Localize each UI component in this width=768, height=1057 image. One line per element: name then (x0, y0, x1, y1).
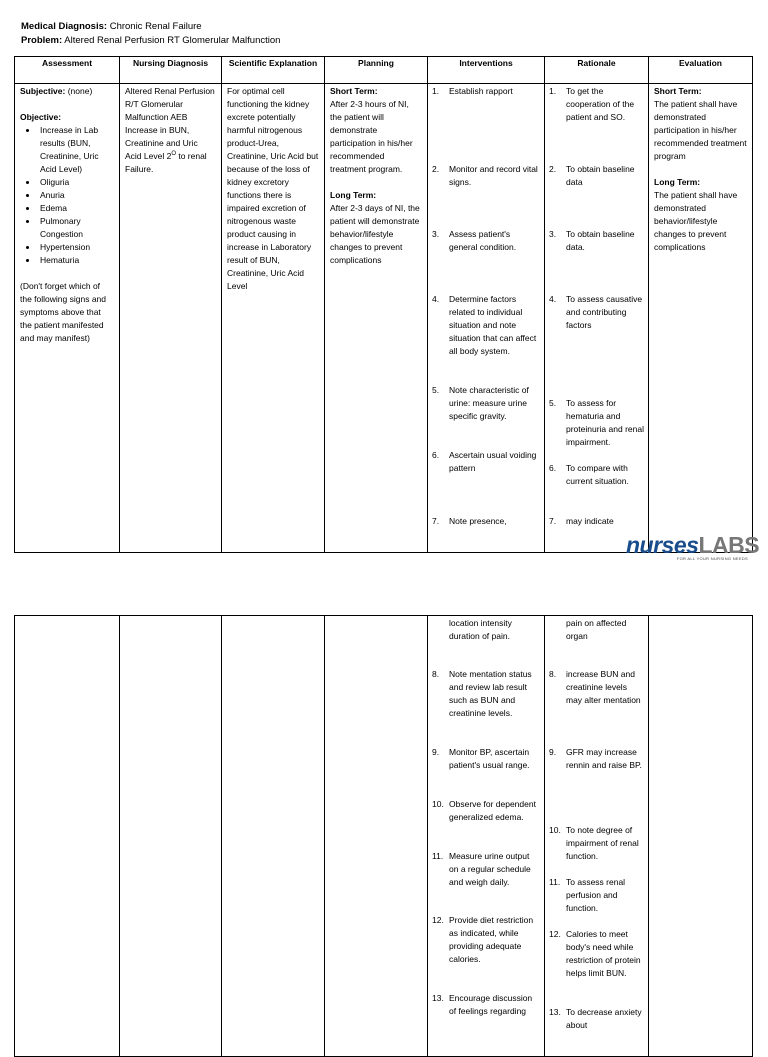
rationale-item: 5. To assess for hematuria and proteinuria and renal impairment. (549, 398, 644, 447)
table-row (15, 616, 753, 1057)
scientific-explanation-cell (222, 84, 325, 553)
intervention-item: 7. Note presence, (432, 516, 507, 526)
rationale-item: 10. To note degree of impairment of renal function. (549, 825, 639, 861)
rationale-item: 3. To obtain baseline data. (549, 229, 635, 252)
evaluation-short-term-label: Short Term: (654, 86, 702, 96)
evaluation-short-term-text: The patient shall have demonstrated participation in his/her recommended treatment program (654, 99, 747, 161)
assessment-note: (Don't forget which of the following signs and symptoms above that the patient manifested and may manifest) (20, 281, 107, 343)
nursing-diagnosis-text-b: to renal Failure. (125, 151, 207, 174)
objective-item: • Edema (38, 202, 114, 215)
col-header-planning: Planning (325, 57, 428, 84)
planning-short-term-label: Short Term: (330, 86, 378, 96)
rationale-item: 1. To get the cooperation of the patient and SO. (549, 86, 635, 122)
intervention-item: 9. Monitor BP, ascertain patient's usual range. (432, 747, 530, 770)
medical-diagnosis-line (21, 20, 202, 33)
intervention-item: 13. Encourage discussion of feelings regarding (432, 993, 533, 1016)
col-header-scientific-explanation: Scientific Explanation (222, 57, 325, 84)
rationale-item: 12. Calories to meet body's need while restriction of protein helps limit BUN. (549, 929, 641, 978)
intervention-item: 10. Observe for dependent generalized edema. (432, 799, 536, 822)
nurseslabs-logo (626, 532, 760, 564)
logo-tagline: FOR ALL YOUR NURSING NEEDS (676, 556, 748, 561)
interventions-cell (428, 84, 545, 553)
care-plan-table-page2 (14, 615, 753, 1057)
table-header-row (15, 57, 753, 84)
nursing-diagnosis-text (120, 84, 221, 177)
rationale-item: 11. To assess renal perfusion and function. (549, 877, 626, 913)
objective-list (20, 124, 114, 267)
problem-value: Altered Renal Perfusion RT Glomerular Malfunction (62, 35, 281, 46)
objective-item: • Anuria (38, 189, 114, 202)
rationale-item: 2. To obtain baseline data (549, 164, 635, 187)
planning-short-term-text: After 2-3 hours of NI, the patient will demonstrate participation in his/her recommended treatment program. (330, 99, 413, 174)
nursing-diagnosis-sup: O (171, 151, 176, 158)
assessment-cell-continued (15, 616, 120, 1057)
intervention-item: 11. Measure urine output on a regular schedule and weigh daily. (432, 851, 531, 887)
col-header-nursing-diagnosis: Nursing Diagnosis (120, 57, 222, 84)
col-header-rationale: Rationale (545, 57, 649, 84)
subjective-label: Subjective: (20, 86, 66, 96)
table-row (15, 84, 753, 553)
subjective-line (20, 85, 114, 98)
col-header-interventions: Interventions (428, 57, 545, 84)
evaluation-cell (649, 84, 753, 553)
rationale-item: 8. increase BUN and creatinine levels may alter mentation (549, 669, 641, 705)
planning-long-term-label: Long Term: (330, 190, 377, 200)
evaluation-long-term-text: The patient shall have demonstrated behavior/lifestyle changes to prevent complications (654, 190, 738, 252)
assessment-cell (15, 84, 120, 553)
objective-item: • Oliguria (38, 176, 114, 189)
rationale-item: 6. To compare with current situation. (549, 463, 629, 486)
intervention-item: 1. Establish rapport (432, 86, 513, 96)
rationale-cell-continued (545, 616, 649, 1057)
objective-item: • Increase in Lab results (BUN, Creatinine, Uric Acid Level) (38, 124, 114, 176)
nursing-diagnosis-cell (120, 84, 222, 553)
intervention-item: location intensity duration of pain. (449, 618, 512, 641)
medical-diagnosis-value: Chronic Renal Failure (107, 21, 202, 32)
planning-cell (325, 84, 428, 553)
objective-label: Objective: (20, 112, 62, 122)
logo-text-labs: LABS (698, 532, 760, 558)
objective-item: • Hematuria (38, 254, 114, 267)
rationale-item: pain on affected organ (566, 618, 627, 641)
nursing-diagnosis-text-a: Altered Renal Perfusion R/T Glomerular Malfunction AEB Increase in BUN, Creatinine and Uric Acid Level 2 (125, 86, 215, 161)
intervention-item: 4. Determine factors related to individual situation and note situation that can affect all body system. (432, 294, 537, 356)
rationale-item: 9. GFR may increase rennin and raise BP. (549, 747, 642, 770)
rationale-item: 13. To decrease anxiety about (549, 1007, 642, 1030)
objective-item: • Hypertension (38, 241, 114, 254)
intervention-item: 3. Assess patient's general condition. (432, 229, 517, 252)
problem-label: Problem: (21, 35, 63, 46)
subjective-value: (none) (65, 86, 93, 96)
intervention-item: 8. Note mentation status and review lab result such as BUN and creatinine levels. (432, 669, 532, 718)
planning-cell-continued (325, 616, 428, 1057)
rationale-item: 4. To assess causative and contributing factors (549, 294, 643, 330)
scientific-explanation-text: For optimal cell functioning the kidney excrete potentially harmful nitrogenous product-Urea, Creatinine, Uric Acid but because of the loss of kidney excretory functions there is impaired excretion of nitrogenous waste product causing in increase in Laboratory result of BUN, Creatinine, Uric Acid Level (227, 86, 319, 291)
evaluation-cell-continued (649, 616, 753, 1057)
planning-long-term-text: After 2-3 days of NI, the patient will demonstrate behavior/lifestyle changes to prevent complications (330, 203, 420, 265)
intervention-item: 12. Provide diet restriction as indicated, while providing adequate calories. (432, 915, 534, 964)
logo-text-nurses: nurses (626, 532, 699, 558)
intervention-item: 5. Note characteristic of urine: measure urine specific gravity. (432, 385, 529, 421)
interventions-cell-continued (428, 616, 545, 1057)
rationale-cell (545, 84, 649, 553)
scientific-explanation-cell-continued (222, 616, 325, 1057)
nursing-diagnosis-cell-continued (120, 616, 222, 1057)
col-header-assessment: Assessment (15, 57, 120, 84)
intervention-item: 6. Ascertain usual voiding pattern (432, 450, 537, 473)
objective-item: • Pulmonary Congestion (38, 215, 114, 241)
rationale-item: 7. may indicate (549, 516, 614, 526)
medical-diagnosis-label: Medical Diagnosis: (21, 21, 108, 32)
problem-line (21, 34, 280, 47)
col-header-evaluation: Evaluation (649, 57, 753, 84)
intervention-item: 2. Monitor and record vital signs. (432, 164, 538, 187)
care-plan-table-page1 (14, 56, 753, 553)
evaluation-long-term-label: Long Term: (654, 177, 701, 187)
